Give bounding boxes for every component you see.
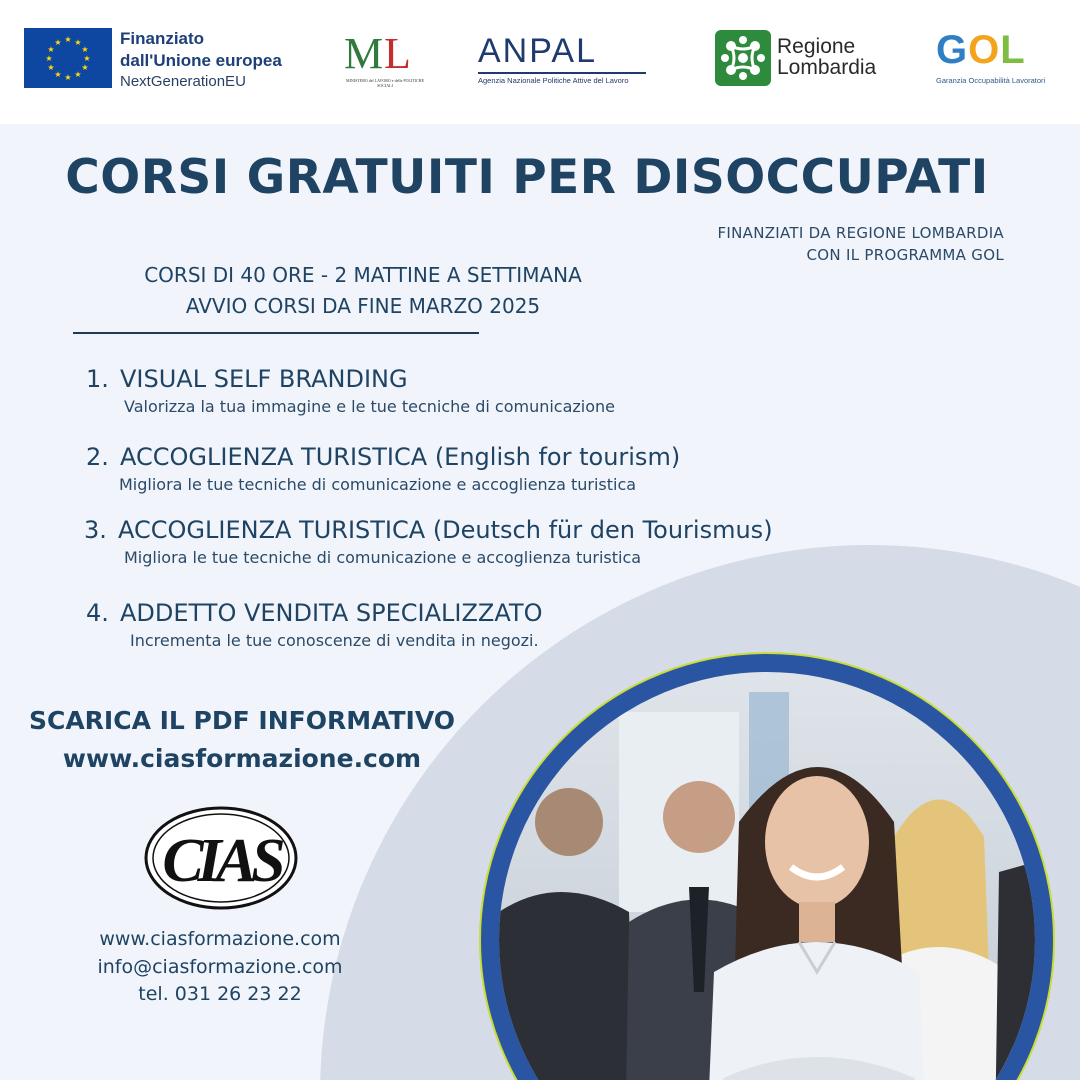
ministry-small-text: MINISTERO del LAVORO e delle POLITICHE SOCIALI (345, 78, 425, 88)
course-title (86, 598, 866, 628)
eu-funding-logo (22, 26, 322, 92)
funding-line2: CON IL PROGRAMMA GOL (806, 246, 1004, 264)
anpal-underline (478, 72, 646, 74)
svg-text:★: ★ (45, 54, 53, 63)
contact-website-link[interactable]: www.ciasformazione.com (99, 928, 341, 950)
course-number: 2. (86, 443, 109, 471)
gol-o: O (968, 28, 1001, 72)
gol-subtitle: Garanzia Occupabilità Lavoratori (936, 76, 1046, 85)
svg-text:★: ★ (81, 63, 89, 72)
eu-line3: NextGenerationEU (120, 73, 246, 90)
svg-text:M: M (344, 29, 384, 78)
contact-phone: tel. 031 26 23 22 (138, 983, 302, 1005)
course-title-text: VISUAL SELF BRANDING (120, 365, 408, 393)
course-info-line2: AVVIO CORSI DA FINE MARZO 2025 (185, 294, 541, 318)
course-title (86, 364, 866, 394)
svg-text:★: ★ (74, 70, 82, 79)
download-cta (22, 702, 462, 778)
cias-logo (143, 805, 299, 911)
course-description: Migliora le tue tecniche di comunicazione e accoglienza turistica (124, 548, 642, 567)
svg-text:★: ★ (47, 63, 55, 72)
eu-text (120, 28, 282, 92)
svg-text:★: ★ (47, 45, 55, 54)
course-title-text: ADDETTO VENDITA SPECIALIZZATO (120, 599, 543, 627)
course-item (86, 364, 866, 418)
course-info-line1: CORSI DI 40 ORE - 2 MATTINE A SETTIMANA (144, 263, 582, 287)
svg-text:L: L (384, 29, 411, 78)
gol-g: G (936, 28, 969, 72)
course-item (84, 515, 864, 569)
lombardia-text (777, 36, 876, 78)
logo-bar (0, 0, 1080, 124)
anpal-logo (470, 30, 650, 90)
lombardia-line2: Lombardia (777, 56, 877, 79)
gol-logo (936, 28, 1046, 92)
course-item (86, 442, 866, 496)
svg-text:★: ★ (64, 73, 72, 82)
course-number: 4. (86, 599, 109, 627)
contact-email-link[interactable]: info@ciasformazione.com (97, 955, 343, 978)
course-title (86, 442, 866, 472)
divider (73, 332, 479, 334)
contact-info (60, 926, 380, 1009)
course-description: Incrementa le tue conoscenze di vendita in negozi. (130, 631, 539, 650)
cta-line1: SCARICA IL PDF INFORMATIVO (28, 706, 456, 735)
course-info (80, 260, 646, 322)
cta-website-link[interactable]: www.ciasformazione.com (62, 744, 422, 773)
course-number: 1. (86, 365, 109, 393)
funding-line1: FINANZIATI DA REGIONE LOMBARDIA (717, 224, 1004, 242)
rosa-camuna-icon (715, 30, 771, 86)
svg-text:★: ★ (54, 38, 62, 47)
page-title: CORSI GRATUITI PER DISOCCUPATI (65, 150, 989, 205)
gol-wordmark (936, 28, 1026, 73)
eu-line1: Finanziato (120, 29, 205, 48)
business-team-photo (499, 672, 1035, 1080)
course-description: Valorizza la tua immagine e le tue tecniche di comunicazione (124, 397, 616, 416)
svg-text:★: ★ (64, 35, 72, 44)
gol-l: L (1000, 28, 1026, 72)
course-number: 3. (84, 516, 107, 544)
ministry-logo (340, 26, 430, 92)
anpal-subtitle: Agenzia Nazionale Politiche Attive del Lavoro (478, 76, 629, 85)
course-title-text: ACCOGLIENZA TURISTICA (English for tourism) (120, 443, 681, 471)
course-title (84, 515, 864, 545)
eu-flag-icon (24, 28, 112, 88)
course-description: Migliora le tue tecniche di comunicazione e accoglienza turistica (119, 475, 637, 494)
svg-text:★: ★ (54, 70, 62, 79)
lombardia-line1: Regione (777, 35, 856, 58)
ministry-monogram-icon (340, 26, 430, 78)
lombardia-logo (715, 30, 915, 90)
course-item (86, 598, 866, 652)
svg-text:★: ★ (83, 54, 91, 63)
anpal-name: ANPAL (478, 32, 597, 70)
course-title-text: ACCOGLIENZA TURISTICA (Deutsch für den Tourismus) (118, 516, 773, 544)
svg-text:CIAS: CIAS (162, 827, 280, 895)
svg-text:★: ★ (74, 38, 82, 47)
svg-text:★: ★ (81, 45, 89, 54)
funding-note (660, 222, 1004, 266)
eu-line2: dall'Unione europea (120, 51, 282, 70)
